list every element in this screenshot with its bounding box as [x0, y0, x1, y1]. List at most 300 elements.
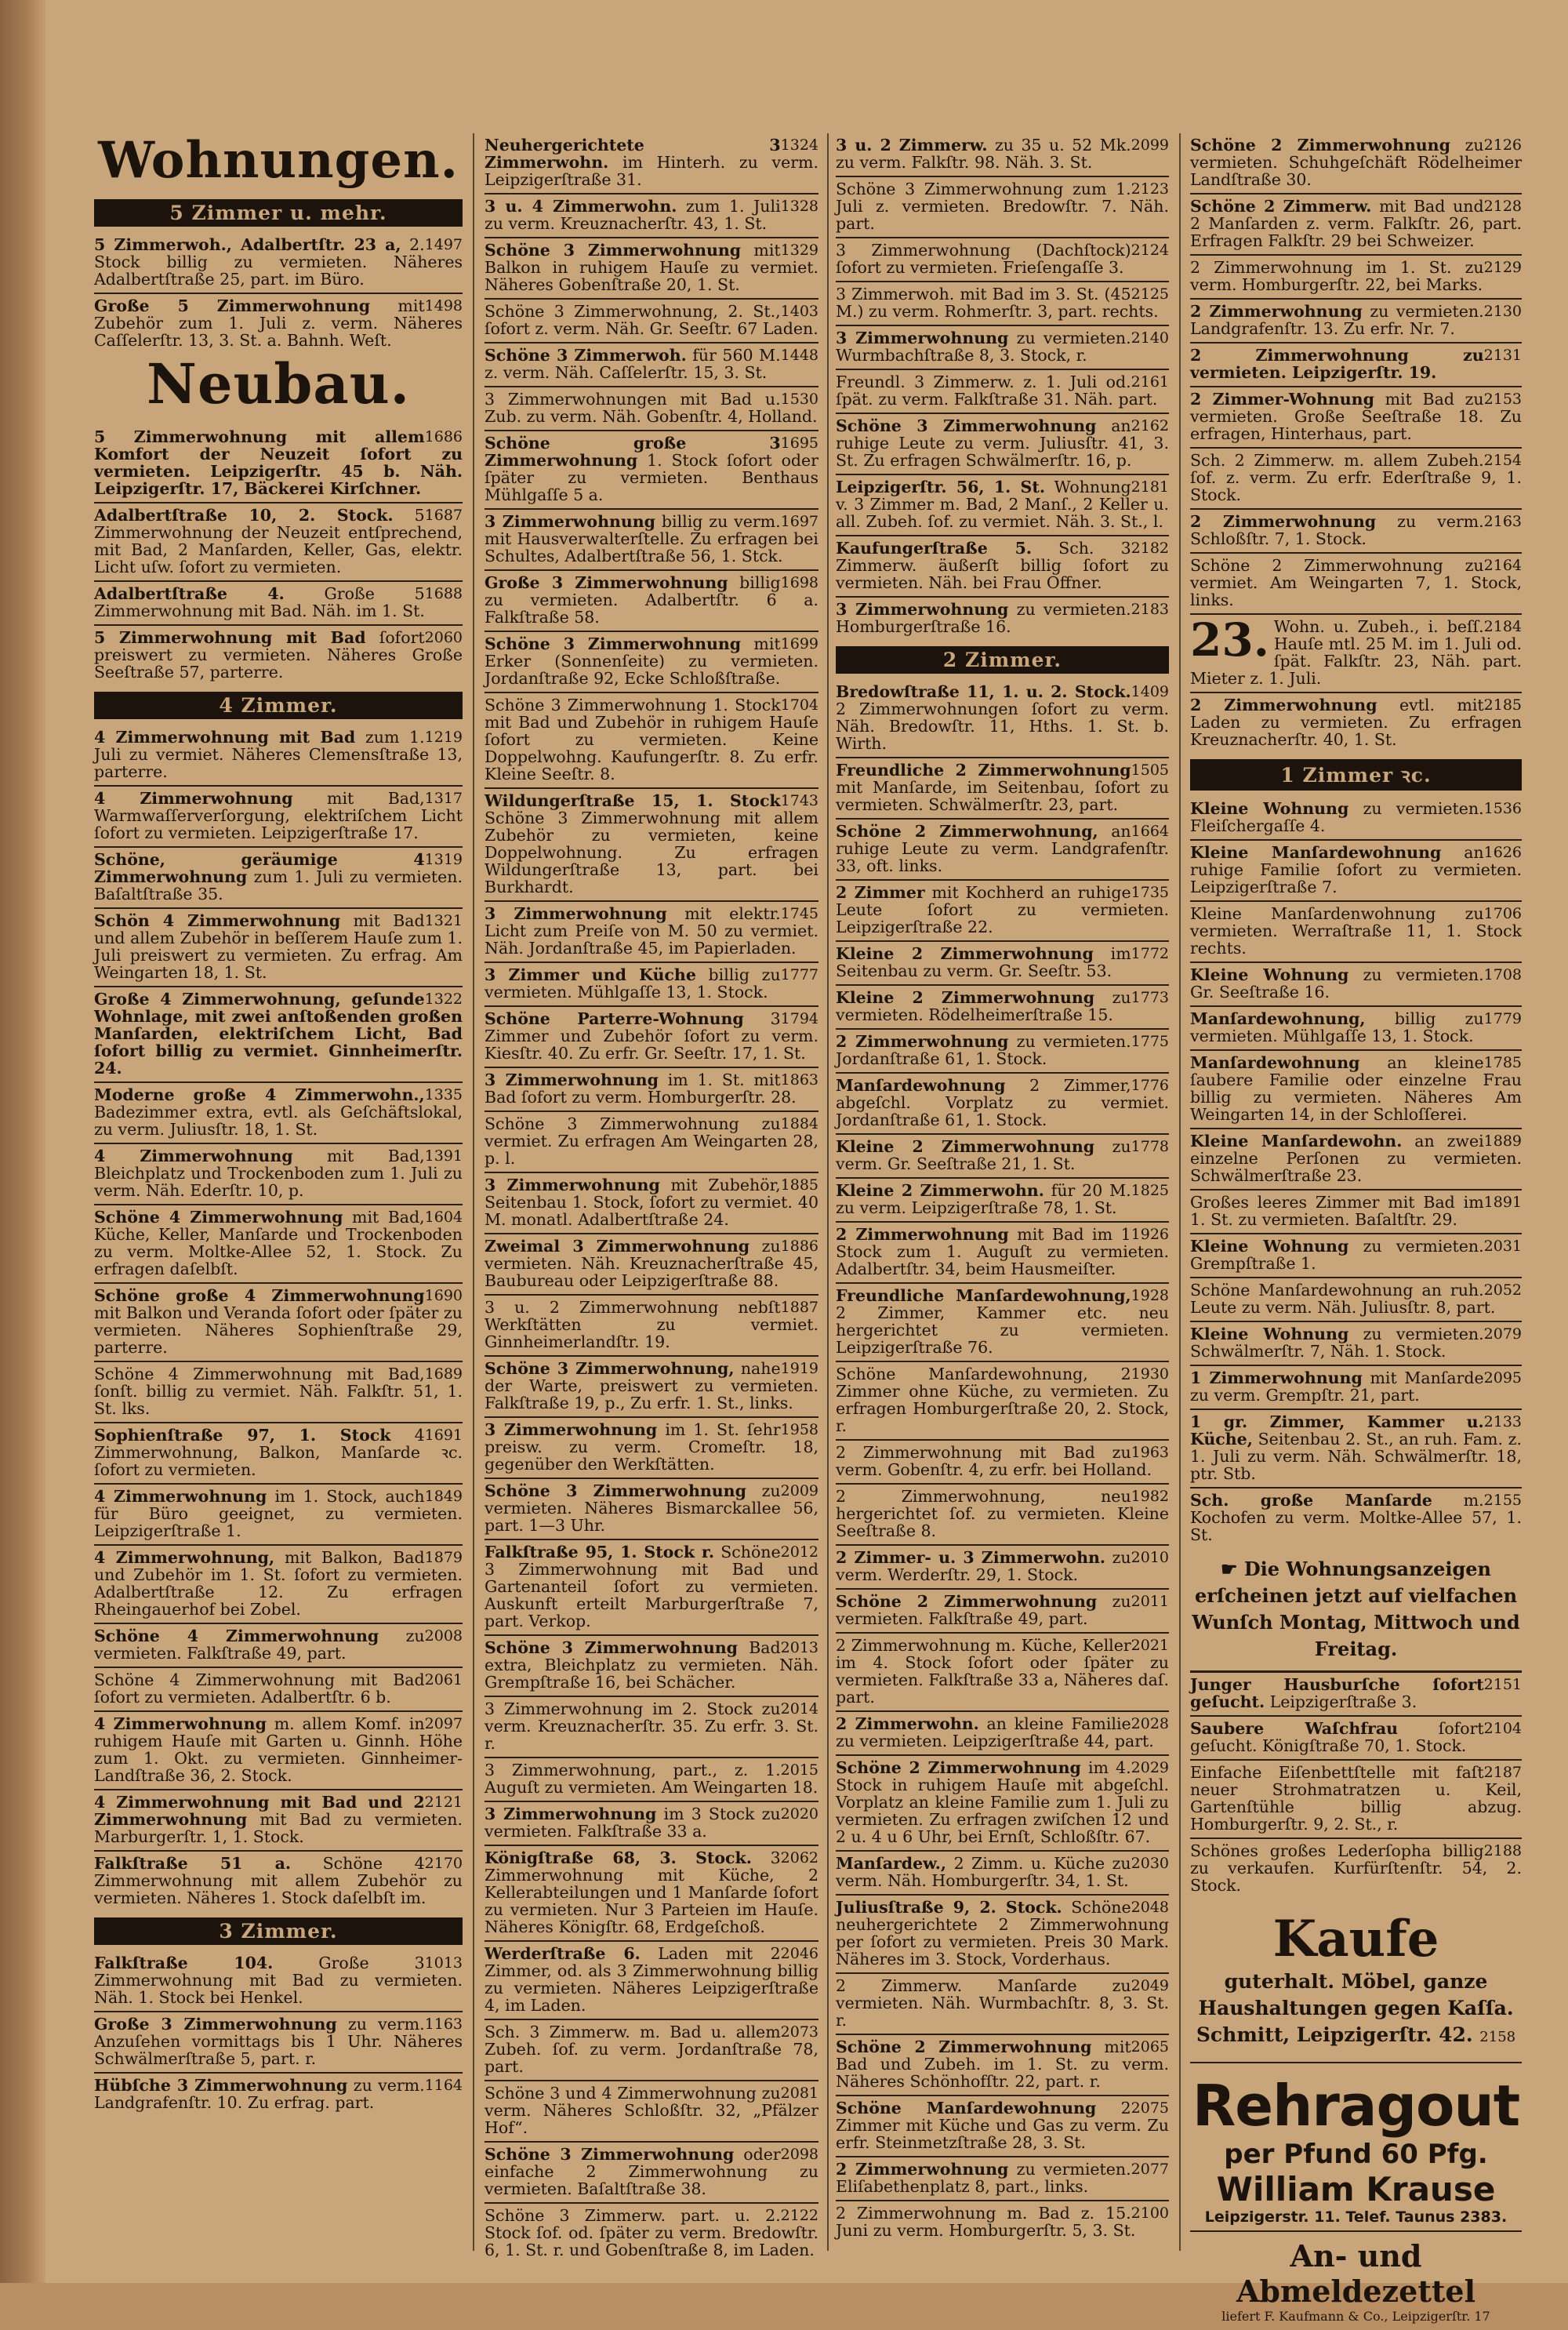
ad-number: 1688 — [424, 585, 463, 603]
classified-ad — [836, 1485, 1169, 1546]
column-rule — [1179, 133, 1181, 2251]
ad-headline: 3 Zimmerwohnung — [485, 1176, 660, 1194]
ad-number: 2183 — [1131, 601, 1169, 618]
ad-text: mit Erker (Sonnenſeite) zu vermieten. Jordanſtraße 92, Ecke Schloßſtraße. — [485, 634, 818, 688]
classified-ad — [1190, 1007, 1522, 1051]
ad-text: 3 Zimmerwohnungen mit Bad u. Zub. zu verm. Näh. Gobenſtr. 4, Holland. — [485, 390, 818, 426]
classified-ad — [1190, 841, 1522, 902]
classified-ad — [485, 2020, 818, 2081]
ad-number: 1885 — [780, 1176, 818, 1194]
ad-list — [94, 1951, 463, 2116]
ad-number: 1794 — [780, 1010, 818, 1027]
ad-text: 2 Zimmerwohnungen ſofort zu verm. Näh. Bredowſtr. 11, Hths. 1. St. b. Wirth. — [836, 700, 1169, 753]
classified-ad — [836, 1362, 1169, 1441]
ad-text: oder einfache 2 Zimmerwohnung zu vermieten. Baſaltſtraße 38. — [485, 2145, 818, 2198]
ad-headline: Schöne 2 Zimmerwohnung — [1190, 136, 1450, 154]
ad-number: 1849 — [424, 1488, 463, 1506]
ad-headline: Schöne große 3 Zimmerwohnung — [485, 434, 781, 470]
classified-ad — [485, 510, 818, 571]
classified-ad — [1190, 1761, 1522, 1839]
ad-text: zu vermieten. Näheres Bismarckallee 56, part. 1—3 Uhr. — [485, 1481, 818, 1535]
classified-ad — [485, 238, 818, 300]
classified-ad — [836, 2096, 1169, 2157]
ad-text: mit Zubehör, Seitenbau 1. Stock, ſofort zu vermiet. 40 M. monatl. Adalbertſtraße 24. — [485, 1176, 818, 1229]
ad-text: 2 Zimm. u. Küche zu verm. Näh. Homburgerſtr. 34, 1. St. — [836, 1854, 1131, 1890]
ad-text: zu vermieten. Schwälmerſtr. 7, Näh. 1. Stock. — [1190, 1325, 1484, 1361]
ad-number: 2099 — [1131, 136, 1169, 154]
ad-text: für 20 M. zu verm. Leipzigerſtraße 78, 1. St. — [836, 1181, 1131, 1217]
column-rule — [473, 133, 474, 2251]
ad-text: zu vermieten. Homburgerſtraße 16. — [836, 600, 1131, 636]
classified-ad — [836, 881, 1169, 942]
kaufe-advertisement — [1190, 1899, 1522, 2063]
ad-text: an ruhige Leute zu verm. Landgrafenſtr. 33, oft. links. — [836, 822, 1169, 875]
ad-text: zum 1. Juli zu verm. Kreuznacherſtr. 43, 1. St. — [485, 197, 781, 233]
ad-number: 1825 — [1131, 1182, 1169, 1199]
ad-headline: Kleine Wohnung — [1190, 1237, 1349, 1256]
ad-headline: Schöne, geräumige 4 Zimmerwohnung — [94, 850, 425, 887]
ad-number: 1697 — [780, 513, 818, 530]
ad-text: zu vermieten. Rödelheimerſtraße 15. — [836, 988, 1131, 1024]
ad-text: Schöne 3 Zimmerwohnung zum 1. Juli z. vermieten. Bredowſtr. 7. Näh. part. — [836, 180, 1169, 233]
ad-text: mit Bad und allem Zubehör in beſſerem Hauſe zum 1. Juli preiswert zu vermieten. Zu erfrag. Am Weingarten 18, 1. St. — [94, 911, 463, 983]
ad-number: 1335 — [424, 1086, 463, 1104]
ad-headline: 2 Zimmerwohnung — [836, 1032, 1009, 1051]
ad-text: mit elektr. Licht zum Preiſe von M. 50 zu vermiet. Näh. Jordanſtraße 45, im Papierladen. — [485, 904, 818, 958]
ad-headline: 2 Zimmerwohnung — [836, 2160, 1009, 2179]
ad-text: zum 1. Juli zu vermieten. Baſaltſtraße 35. — [94, 867, 463, 904]
classified-ad — [1190, 1190, 1522, 1234]
ad-text: mit Bad zu vermieten. Große Seeſtraße 18. Zu erfragen, Hinterhaus, part. — [1190, 390, 1522, 443]
meldezettel-advertisement — [1190, 2232, 1522, 2330]
ad-headline: Schöne 2 Zimmerwohnung — [836, 1592, 1098, 1611]
ad-text: im Seitenbau zu verm. Gr. Seeſtr. 53. — [836, 944, 1131, 980]
classified-ad — [836, 414, 1169, 475]
ad-number: 1887 — [780, 1299, 818, 1316]
ad-headline: Kleine Manſardewohn. — [1190, 1132, 1403, 1150]
classified-ad — [1190, 615, 1522, 693]
ad-text: zu vermieten. Schuhgeſchäft Rödelheimer Landſtraße 30. — [1190, 136, 1522, 189]
classified-ad — [94, 787, 463, 848]
ad-headline: Große 3 Zimmerwohnung — [485, 573, 728, 592]
pointing-hand-icon: ☛ — [1220, 1558, 1244, 1580]
ad-number: 2061 — [424, 1671, 463, 1689]
ad-number: 2123 — [1131, 180, 1169, 198]
ad-number: 1698 — [780, 574, 818, 591]
ad-number: 2158 — [1479, 2029, 1516, 2045]
ad-number: 1919 — [780, 1360, 818, 1377]
classified-ad — [485, 632, 818, 693]
ad-text: Schöne 3 Zimmerwohnung, 2. St., ſofort z. verm. Näh. Gr. Seeſtr. 67 Laden. — [485, 302, 818, 338]
ad-number: 2028 — [1131, 1715, 1169, 1732]
ad-number: 1735 — [1131, 884, 1169, 901]
ad-number: 1664 — [1131, 823, 1169, 840]
classified-ad — [94, 1624, 463, 1668]
ad-text: zum 1. Juli zu vermiet. Näheres Clemensſtraße 13, parterre. — [94, 728, 463, 782]
ad-number: 1498 — [424, 297, 463, 315]
ad-headline: Schön 4 Zimmerwohnung — [94, 911, 341, 931]
classified-ad — [485, 1296, 818, 1357]
ad-text: nahe der Warte, preiswert zu vermieten. Falkſtraße 19, p., Zu erfr. 1. St., links. — [485, 1359, 818, 1412]
ad-number: 2140 — [1131, 329, 1169, 347]
ad-text: 2 Zimmer mit Küche und Gas zu verm. Zu erfr. Steinmetzſtraße 28, 3. St. — [836, 2099, 1169, 2152]
ad-headline: 3 Zimmer und Küche — [485, 965, 696, 984]
ad-headline: Falkſtraße 104. — [94, 1954, 274, 1973]
classified-ad — [1190, 554, 1522, 615]
ad-number: 2188 — [1483, 1842, 1522, 1859]
classified-ad — [1190, 797, 1522, 841]
ad-number: 1626 — [1483, 844, 1522, 861]
ad-number: 2181 — [1131, 478, 1169, 496]
rehragout-title: Rehragout — [1192, 2073, 1520, 2139]
ad-number: 1409 — [1131, 683, 1169, 700]
ad-text: 1. Stock ſofort oder ſpäter zu vermieten. Benthaus Mühlgaſſe 5 a. — [485, 451, 818, 504]
ad-headline: Saubere Waſchfrau — [1190, 1719, 1399, 1738]
ad-text: billig zu verm. mit Hausverwalterſtelle. Zu erfragen bei Schultes, Adalbertſtraße 56, 1. Stck. — [485, 512, 818, 565]
classified-ad — [836, 1852, 1169, 1896]
classified-ad — [1190, 1410, 1522, 1489]
ad-headline: Bredowſtraße 11, 1. u. 2. Stock. — [836, 682, 1131, 701]
ad-number: 2014 — [780, 1700, 818, 1718]
ad-number: 2079 — [1483, 1325, 1522, 1343]
ad-text: Leipzigerſtraße 3. — [1269, 1692, 1417, 1711]
ad-headline: Kleine Wohnung — [1190, 1325, 1349, 1343]
classified-ad — [94, 1083, 463, 1144]
ad-number: 2098 — [780, 2146, 818, 2163]
ad-text: mit Balkon, Bad und Zubehör im 1. St. ſofort zu vermieten. Adalbertſtraße 12. Zu erfragen Rheingauerhof bei Zobel. — [94, 1548, 463, 1619]
neubau-heading: Neubau. — [147, 351, 410, 417]
ad-text: 2. Stock billig zu vermieten. Näheres Adalbertſtraße 25, part. im Büro. — [94, 235, 463, 289]
ad-headline: 4 Zimmerwohnung, — [94, 1548, 275, 1568]
ad-headline: 2 Zimmerwohnung — [1190, 512, 1377, 531]
ad-headline: Schöne 2 Zimmerw. — [1190, 197, 1372, 216]
ad-text: zu vermieten. Gr. Seeſtraße 16. — [1190, 965, 1484, 1001]
section-header-5-zimmer: 5 Zimmer u. mehr. — [94, 199, 463, 227]
classified-ad — [1190, 510, 1522, 554]
ad-number: 2131 — [1483, 347, 1522, 364]
ad-list — [94, 725, 463, 1911]
classified-ad — [836, 1441, 1169, 1485]
notice-text: Die Wohnungsanzeigen erſcheinen jetzt auf vielfachen Wunſch Montag, Mittwoch und Freitag. — [1192, 1558, 1520, 1660]
classified-ad — [485, 1357, 818, 1418]
classified-ad — [1190, 902, 1522, 963]
classified-ad — [1190, 963, 1522, 1007]
ad-number: 1321 — [424, 912, 463, 930]
ad-headline: Große 5 Zimmerwohnung — [94, 296, 371, 316]
classified-ad — [836, 475, 1169, 536]
classified-ad — [1190, 387, 1522, 449]
ad-number: 2060 — [424, 629, 463, 647]
classified-ad — [1190, 1051, 1522, 1129]
section-header-3-zimmer: 3 Zimmer. — [94, 1917, 463, 1945]
classified-ad — [485, 1418, 818, 1479]
classified-ad — [485, 1479, 818, 1540]
ad-number: 1778 — [1131, 1138, 1169, 1155]
ad-text: Freundl. 3 Zimmerw. z. 1. Juli od. ſpät. zu verm. Falkſtraße 31. Näh. part. — [836, 373, 1158, 409]
classified-ad — [485, 1007, 818, 1068]
ad-number: 1536 — [1483, 800, 1522, 817]
ad-number: 2126 — [1483, 136, 1522, 154]
rehragout-address: Leipzigerstr. 11. Telef. Taunus 2383. — [1204, 2208, 1508, 2226]
classified-ad — [1190, 1366, 1522, 1410]
ad-headline: Manſardewohnung, — [1190, 1009, 1366, 1028]
ad-number: 2046 — [780, 1945, 818, 1962]
ad-number: 2008 — [424, 1627, 463, 1645]
classified-ad — [836, 1974, 1169, 2035]
ad-number: 2065 — [1131, 2038, 1169, 2056]
ad-text: mit Balkon und Veranda ſofort oder ſpäter zu vermieten. Näheres Sophienſtraße 29, parterre. — [94, 1303, 463, 1358]
classified-ad — [1190, 344, 1522, 387]
ad-headline: Schöne 3 Zimmerwohnung, — [485, 1359, 735, 1378]
ad-number: 1706 — [1483, 905, 1522, 922]
ad-headline: 2 Zimmerwohn. — [836, 1714, 979, 1733]
ad-text: an ruhige Familie ſofort zu vermieten. Leipzigerſtraße 7. — [1190, 843, 1522, 896]
ad-text: Schöne 3 Zimmerwohnung mit Bad und Gartenanteil ſofort zu vermieten. Auskunft erteilt Marburgerſtraße 7, part. Verkop. — [485, 1543, 818, 1630]
classified-ad — [836, 1074, 1169, 1135]
ad-text: 3 Zimmer und Zubehör ſofort zu verm. Kiesſtr. 40. Zu erfr. Gr. Seeſtr. 17, 1. St. — [485, 1009, 818, 1063]
ad-headline: 3 Zimmerwohnung — [836, 600, 1009, 619]
ad-headline: 1 gr. Zimmer, Kammer u. Küche, — [1190, 1412, 1484, 1449]
ad-headline: Kleine Wohnung — [1190, 799, 1349, 818]
classified-ad — [836, 1756, 1169, 1852]
kaufe-line: Haushaltungen gegen Kaſſa. — [1198, 1997, 1514, 2019]
ad-headline: Zweimal 3 Zimmerwohnung — [485, 1237, 750, 1256]
classified-ad — [485, 693, 818, 789]
ad-text: mit Bad, Bleichplatz und Trockenboden zum 1. Juli zu verm. Näh. Ederſtr. 10, p. — [94, 1147, 463, 1201]
ad-headline: 3 Zimmerwohnung — [485, 904, 667, 923]
classified-ad — [1190, 194, 1522, 256]
classified-ad — [485, 431, 818, 510]
ad-number: 2052 — [1483, 1281, 1522, 1299]
ad-text: Schöne Manſardewohnung an ruh. Leute zu verm. Näh. Juliusſtr. 8, part. — [1190, 1281, 1496, 1317]
notice-box — [1190, 1548, 1522, 1673]
classified-ad — [836, 370, 1169, 414]
classified-ad — [485, 300, 818, 344]
ad-text: 2 Zimmerwohnung, neu hergerichtet ſof. zu vermieten. Kleine Seeſtraße 8. — [836, 1487, 1169, 1540]
ad-number: 2154 — [1483, 452, 1522, 469]
ad-number: 2021 — [1131, 1637, 1169, 1654]
classified-ad — [1190, 133, 1522, 194]
ad-text: 3 Zimmerwohnung (Dachſtock) ſofort zu vermieten. Frieſengaſſe 3. — [836, 241, 1131, 277]
ad-headline: Kleine Manſardewohnung — [1190, 843, 1442, 862]
ad-text: zu vermieten. Falkſtraße 49, part. — [94, 1627, 425, 1663]
ad-text: mit Bad und Zubeh. im 1. St. zu verm. Näheres Schönhofſtr. 22, part. r. — [836, 2037, 1169, 2091]
ad-headline: Sch. große Manſarde — [1190, 1491, 1432, 1510]
classified-ad — [485, 1540, 818, 1636]
classified-ad — [485, 1068, 818, 1112]
ad-headline: 3 Zimmerwohnung — [485, 512, 656, 531]
ad-headline: 3 u. 4 Zimmerwohn. — [485, 197, 677, 216]
ad-headline: Schöne 2 Zimmerwohnung — [836, 1758, 1081, 1777]
ad-list — [94, 233, 463, 354]
ad-number: 1164 — [424, 2077, 463, 2095]
ad-number: 2100 — [1131, 2205, 1169, 2222]
ad-headline: 3 Zimmerwohnung — [485, 1070, 659, 1089]
classified-ad — [1190, 1234, 1522, 1278]
classified-ad — [485, 2204, 818, 2263]
classified-ad — [94, 1546, 463, 1624]
ad-number: 2122 — [780, 2207, 818, 2224]
ad-text: im Hinterh. zu verm. Leipzigerſtraße 31. — [485, 153, 818, 189]
ad-text: Seitenbau 2. St., an ruh. Fam. z. 1. Juli zu verm. Näh. Schwälmerſtr. 18, ptr. Stb. — [1190, 1430, 1522, 1483]
ad-headline: 3 Zimmerwohnung — [485, 1805, 657, 1823]
classified-ad — [94, 1144, 463, 1205]
classified-ad — [485, 194, 818, 238]
classified-ad — [94, 725, 463, 787]
classified-ad — [1190, 1129, 1522, 1190]
ad-text: zu vermieten. Jordanſtraße 61, 1. Stock. — [836, 1032, 1131, 1068]
classified-ad — [94, 582, 463, 626]
classified-ad — [1190, 1489, 1522, 1548]
ad-text: Schöne 3 Zimmerw. part. u. 2. Stock ſof. od. ſpäter zu verm. Bredowſtr. 6, 1. St. r. und Gobenſtraße 8, im Laden. — [485, 2206, 818, 2259]
ad-number: 1775 — [1131, 1033, 1169, 1050]
ad-headline: Sophienſtraße 97, 1. Stock — [94, 1426, 391, 1445]
ad-number: 1928 — [1131, 1287, 1169, 1304]
section-header-1-zimmer: 1 Zimmer ꝛc. — [1190, 759, 1522, 791]
ad-headline: 4 Zimmerwohnung mit Bad — [94, 728, 356, 747]
ad-number: 2077 — [1131, 2161, 1169, 2178]
ad-text: zu verm. Schloßſtr. 7, 1. Stock. — [1190, 512, 1484, 548]
ad-number: 2164 — [1483, 557, 1522, 574]
ad-headline: Kleine 2 Zimmerwohnung — [836, 988, 1095, 1007]
classified-ad — [94, 1284, 463, 1362]
ad-text: Schönes großes Lederſopha billig zu verkaufen. Kurfürſtenſtr. 54, 2. Stock. — [1190, 1841, 1522, 1895]
ad-number: 2153 — [1483, 391, 1522, 408]
ad-headline: 2 Zimmer- u. 3 Zimmerwohn. — [836, 1548, 1106, 1567]
ad-text: 3 Zimmerwohnung im 2. Stock zu verm. Kreuznacherſtr. 35. Zu erfr. 3. St. r. — [485, 1699, 818, 1753]
classified-ad — [836, 820, 1169, 881]
ad-number: 2121 — [424, 1794, 463, 1812]
ad-number: 1930 — [1131, 1365, 1169, 1383]
column-4 — [1190, 133, 1522, 2324]
ad-number: 1958 — [780, 1421, 818, 1438]
ad-text: zu vermieten. Näh. Kreuznacherſtraße 45, Baubureau oder Leipzigerſtraße 88. — [485, 1237, 818, 1290]
section-header-4-zimmer: 4 Zimmer. — [94, 692, 463, 719]
ad-headline: Adalbertſtraße 10, 2. Stock. — [94, 506, 394, 525]
kaufe-address: Schmitt, Leipzigerſtr. 42. — [1196, 2023, 1473, 2046]
classified-ad — [836, 1179, 1169, 1223]
ad-number: 2185 — [1483, 696, 1522, 714]
classified-ad — [836, 2201, 1169, 2244]
ad-text: zu verm. Anzuſehen vormittags bis 1 Uhr. Näheres Schwälmerſtraße 5, part. r. — [94, 2015, 463, 2069]
classified-ad — [836, 326, 1169, 370]
ad-text: billig zu vermieten. Mühlgaſſe 13, 1. Stock. — [1190, 1009, 1484, 1045]
section-header-2-zimmer: 2 Zimmer. — [836, 646, 1169, 674]
ad-headline: 2 Zimmerwohnung — [1190, 696, 1377, 714]
classified-ad — [836, 1223, 1169, 1284]
ad-headline: Große 3 Zimmerwohnung — [94, 2015, 337, 2034]
classified-ad — [94, 1951, 463, 2012]
ad-headline: Große 4 Zimmerwohnung, geſunde Wohnlage, mit zwei anſtoßenden großen Manſarden, elektriſchem Licht, Bad ſofort billig zu vermiet. Ginnheimerſtr. 24. — [94, 990, 463, 1078]
classified-ad — [485, 1636, 818, 1697]
ad-headline: Manſardewohnung — [836, 1076, 1006, 1095]
classified-ad — [94, 2074, 463, 2116]
ad-text: zu 35 u. 52 Mk. zu verm. Falkſtr. 98. Näh. 3. St. — [836, 136, 1131, 172]
ad-text: Schöne 4 Zimmerwohnung mit Bad, ſonſt. billig zu vermiet. Näh. Falkſtr. 51, 1. St. lks. — [94, 1365, 463, 1419]
ad-headline: 2 Zimmerwohnung — [836, 1225, 1009, 1244]
ad-number: 2049 — [1131, 1977, 1169, 1994]
classified-ad — [836, 942, 1169, 986]
ad-number: 2163 — [1483, 513, 1522, 530]
ad-number: 1324 — [780, 136, 818, 154]
ad-text: zu verm. Landgrafenſtr. 10. Zu erfrag. part. — [94, 2076, 425, 2113]
classified-ad — [94, 848, 463, 909]
ad-number: 2081 — [780, 2085, 818, 2102]
ad-list — [836, 133, 1169, 640]
ad-list — [1190, 1673, 1522, 1899]
ad-number: 1317 — [424, 790, 463, 808]
classified-ad — [1190, 1278, 1522, 1322]
ad-headline: Kaufungerſtraße 5. — [836, 539, 1032, 558]
ad-text: zu vermieten. Wurmbachſtraße 8, 3. Stock, r. — [836, 329, 1131, 365]
meldezettel-supplier: liefert F. Kaufmann & Co., Leipzigerſtr. 17 — [1221, 2309, 1490, 2324]
ad-number: 1772 — [1131, 945, 1169, 962]
ad-headline: Juliusſtraße 9, 2. Stock. — [836, 1898, 1062, 1917]
ad-number: 1328 — [780, 198, 818, 215]
ad-headline: Manſardew., — [836, 1854, 947, 1873]
ad-text: Große 3 Zimmerwohnung mit Bad zu vermieten. Näh. 1. Stock bei Henkel. — [94, 1954, 463, 2008]
classified-ad — [94, 294, 463, 354]
ad-number: 1219 — [424, 729, 463, 747]
ad-number: 1779 — [1483, 1010, 1522, 1027]
ad-number: 2011 — [1131, 1593, 1169, 1610]
classified-ad — [836, 2035, 1169, 2096]
ad-number: 2029 — [1131, 1759, 1169, 1776]
ad-text: 2 Zimmerwohnung m. Küche, Keller im 4. Stock ſofort oder ſpäter zu vermieten. Falkſtraße 33 a, Näheres daſ. part. — [836, 1636, 1169, 1707]
column-1 — [94, 133, 463, 2251]
classified-ad — [485, 1802, 818, 1846]
classified-ad — [836, 282, 1169, 326]
ad-number: 1777 — [780, 966, 818, 983]
classified-ad — [485, 1942, 818, 2020]
classified-ad — [94, 425, 463, 503]
classified-ad — [1190, 1717, 1522, 1761]
ad-text: Einfache Eiſenbettſtelle mit faſt neuer Strohmatratzen u. Keil, Gartenſtühle billig abzug. Homburgerſtr. 9, 2. St., r. — [1190, 1763, 1522, 1834]
ad-number: 2128 — [1483, 198, 1522, 215]
ad-text: ſofort geſucht. Königſtraße 70, 1. Stock. — [1190, 1719, 1484, 1755]
ad-number: 1505 — [1131, 762, 1169, 779]
ad-headline: 3 Zimmerwohnung — [485, 1420, 658, 1439]
ad-headline: Wildungerſtraße 15, 1. Stock — [485, 791, 781, 810]
ad-text: Wohnung v. 3 Zimmer m. Bad, 2 Manſ., 2 Keller u. all. Zubeh. ſof. zu vermiet. Näh. 3. St., l. — [836, 478, 1169, 531]
ad-number: 2075 — [1131, 2099, 1169, 2117]
rehragout-seller: William Krause — [1216, 2170, 1496, 2208]
classified-ad — [94, 2012, 463, 2074]
ad-text: im 1. St. ſehr preisw. zu verm. Cromeſtr. 18, gegenüber den Werkſtätten. — [485, 1420, 818, 1474]
classified-ad — [94, 1852, 463, 1911]
ad-number: 1743 — [780, 792, 818, 809]
ad-text: m. allem Komf. in ruhigem Hauſe mit Garten u. Ginnh. Höhe zum 1. Okt. zu vermieten. Ginnheimer-Landſtraße 36, 2. Stock. — [94, 1714, 463, 1786]
ad-headline: 2 Zimmer — [836, 883, 925, 902]
ad-number: 1708 — [1483, 966, 1522, 983]
classified-ad — [485, 1173, 818, 1234]
ad-text: 3 Zimmerwoh. mit Bad im 3. St. (45 M.) zu verm. Rohmerſtr. 3, part. rechts. — [836, 285, 1159, 321]
ad-number: 2097 — [424, 1715, 463, 1733]
classified-ad — [485, 902, 818, 963]
ad-list — [485, 133, 818, 2263]
classified-ad — [94, 1668, 463, 1712]
kaufe-line — [1190, 2022, 1522, 2051]
classified-ad — [836, 1284, 1169, 1362]
ad-text: mit Kochherd an ruhige Leute ſofort zu vermieten. Leipzigerſtraße 22. — [836, 883, 1169, 936]
ad-number: 2133 — [1483, 1413, 1522, 1430]
ad-headline: 3 u. 2 Zimmerw. — [836, 136, 988, 154]
ad-number: 2073 — [780, 2023, 818, 2041]
ad-headline: 5 Zimmerwohnung mit Bad — [94, 628, 366, 648]
ad-number: 1884 — [780, 1115, 818, 1132]
ad-number: 2129 — [1483, 259, 1522, 276]
ad-number: 1773 — [1131, 989, 1169, 1006]
